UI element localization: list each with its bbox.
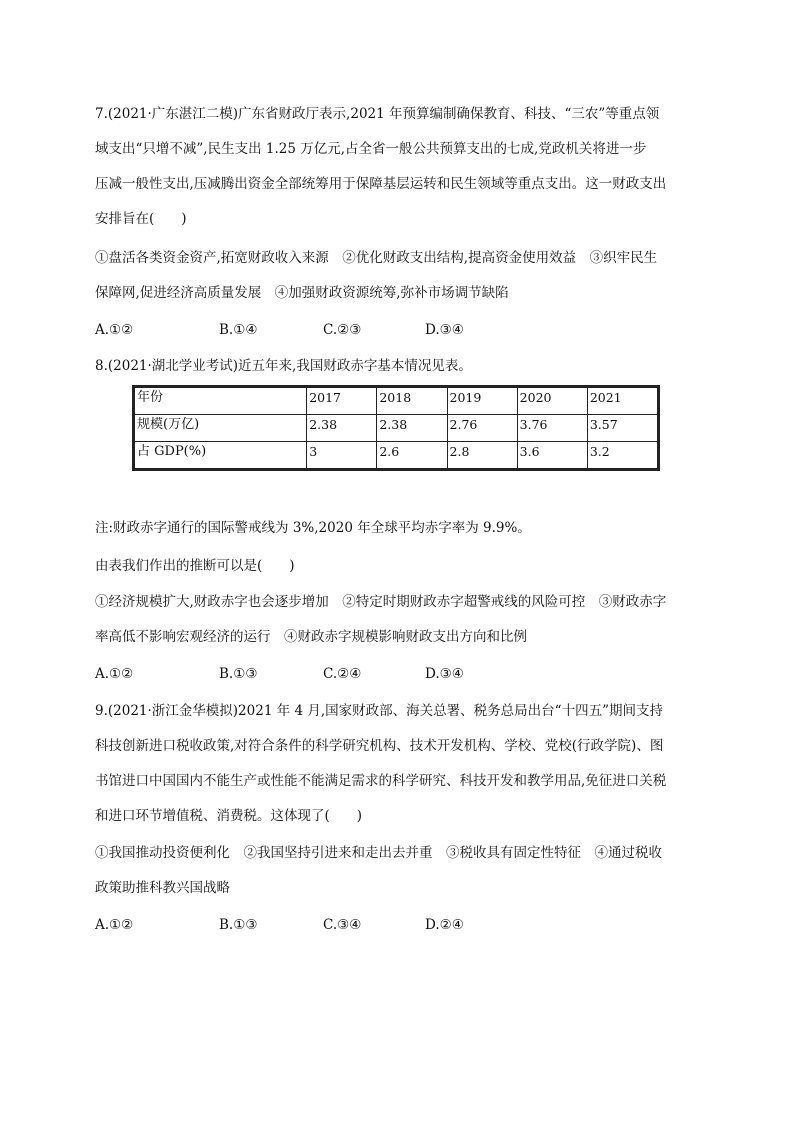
table-cell: 2.8 <box>447 442 517 470</box>
table-header-row <box>134 387 659 415</box>
table-cell: 2.6 <box>377 442 447 470</box>
q9-option-a[interactable]: A.①② <box>95 917 134 933</box>
q8-note: 注:财政赤字通行的国际警戒线为 3%,2020 年全球平均赤字率为 9.9%。 <box>95 520 531 536</box>
table-cell: 2018 <box>377 387 447 415</box>
q7-stem-line-3: 压减一般性支出,压减腾出资金全部统筹用于保障基层运转和民生领域等重点支出。这一财政支出 <box>95 176 667 192</box>
q8-option-a[interactable]: A.①② <box>95 666 134 682</box>
table-cell: 3 <box>307 442 377 470</box>
table-row <box>134 415 659 442</box>
q9-stem-line-3: 书馆进口中国国内不能生产或性能不能满足需求的科学研究、科技开发和教学用品,免征进口关税 <box>95 773 667 789</box>
q9-statement-line-2: 政策助推科教兴国战略 <box>95 880 230 896</box>
table-cell: 年份 <box>134 387 307 415</box>
q8-statement-line-1: ①经济规模扩大,财政赤字也会逐步增加 ②特定时期财政赤字超警戒线的风险可控 ③财政赤字 <box>95 594 667 610</box>
table-cell: 2.38 <box>377 415 447 442</box>
q7-option-c[interactable]: C.②③ <box>323 322 362 338</box>
q9-statement-line-1: ①我国推动投资便利化 ②我国坚持引进来和走出去并重 ③税收具有固定性特征 ④通过税收 <box>95 845 662 861</box>
q7-stem-line-2: 域支出“只增不减”,民生支出 1.25 万亿元,占全省一般公共预算支出的七成,党政机关将进一步 <box>95 141 647 157</box>
q7-stem-line-1: 7.(2021·广东湛江二模)广东省财政厅表示,2021 年预算编制确保教育、科技、“三农”等重点领 <box>95 106 660 122</box>
q7-stem-line-4: 安排旨在( ) <box>95 211 187 227</box>
table-cell: 3.76 <box>517 415 587 442</box>
deficit-table <box>132 385 660 471</box>
q9-stem-line-2: 科技创新进口税收政策,对符合条件的科学研究机构、技术开发机构、学校、党校(行政学院)、图 <box>95 738 664 754</box>
table-cell: 2017 <box>307 387 377 415</box>
table-cell: 2020 <box>517 387 587 415</box>
q9-option-d[interactable]: D.②④ <box>425 917 464 933</box>
table-cell: 占 GDP(%) <box>134 442 307 470</box>
table-cell: 3.2 <box>587 442 658 470</box>
q8-option-b[interactable]: B.①③ <box>219 666 258 682</box>
q9-option-b[interactable]: B.①③ <box>219 917 258 933</box>
q7-statement-line-2: 保障网,促进经济高质量发展 ④加强财政资源统筹,弥补市场调节缺陷 <box>95 285 509 301</box>
table-cell: 2021 <box>587 387 658 415</box>
table-row <box>134 442 659 470</box>
q7-option-d[interactable]: D.③④ <box>425 322 464 338</box>
table-cell: 3.57 <box>587 415 658 442</box>
table-cell: 2.38 <box>307 415 377 442</box>
q9-option-c[interactable]: C.③④ <box>323 917 362 933</box>
q9-stem-line-1: 9.(2021·浙江金华模拟)2021 年 4 月,国家财政部、海关总署、税务总局出台“十四五”期间支持 <box>95 703 663 719</box>
q9-stem-line-4: 和进口环节增值税、消费税。这体现了( ) <box>95 808 363 824</box>
q8-statement-line-2: 率高低不影响宏观经济的运行 ④财政赤字规模影响财政支出方向和比例 <box>95 629 527 645</box>
q7-option-a[interactable]: A.①② <box>95 322 134 338</box>
q7-option-b[interactable]: B.①④ <box>219 322 258 338</box>
table-cell: 规模(万亿) <box>134 415 307 442</box>
q8-option-d[interactable]: D.③④ <box>425 666 464 682</box>
q8-question: 由表我们作出的推断可以是( ) <box>95 558 295 574</box>
table-cell: 2.76 <box>447 415 517 442</box>
q8-option-c[interactable]: C.②④ <box>323 666 362 682</box>
q8-stem: 8.(2021·湖北学业考试)近五年来,我国财政赤字基本情况见表。 <box>95 358 472 374</box>
q7-statement-line-1: ①盘活各类资金资产,拓宽财政收入来源 ②优化财政支出结构,提高资金使用效益 ③织牢民生 <box>95 250 658 266</box>
table-cell: 3.6 <box>517 442 587 470</box>
table-cell: 2019 <box>447 387 517 415</box>
